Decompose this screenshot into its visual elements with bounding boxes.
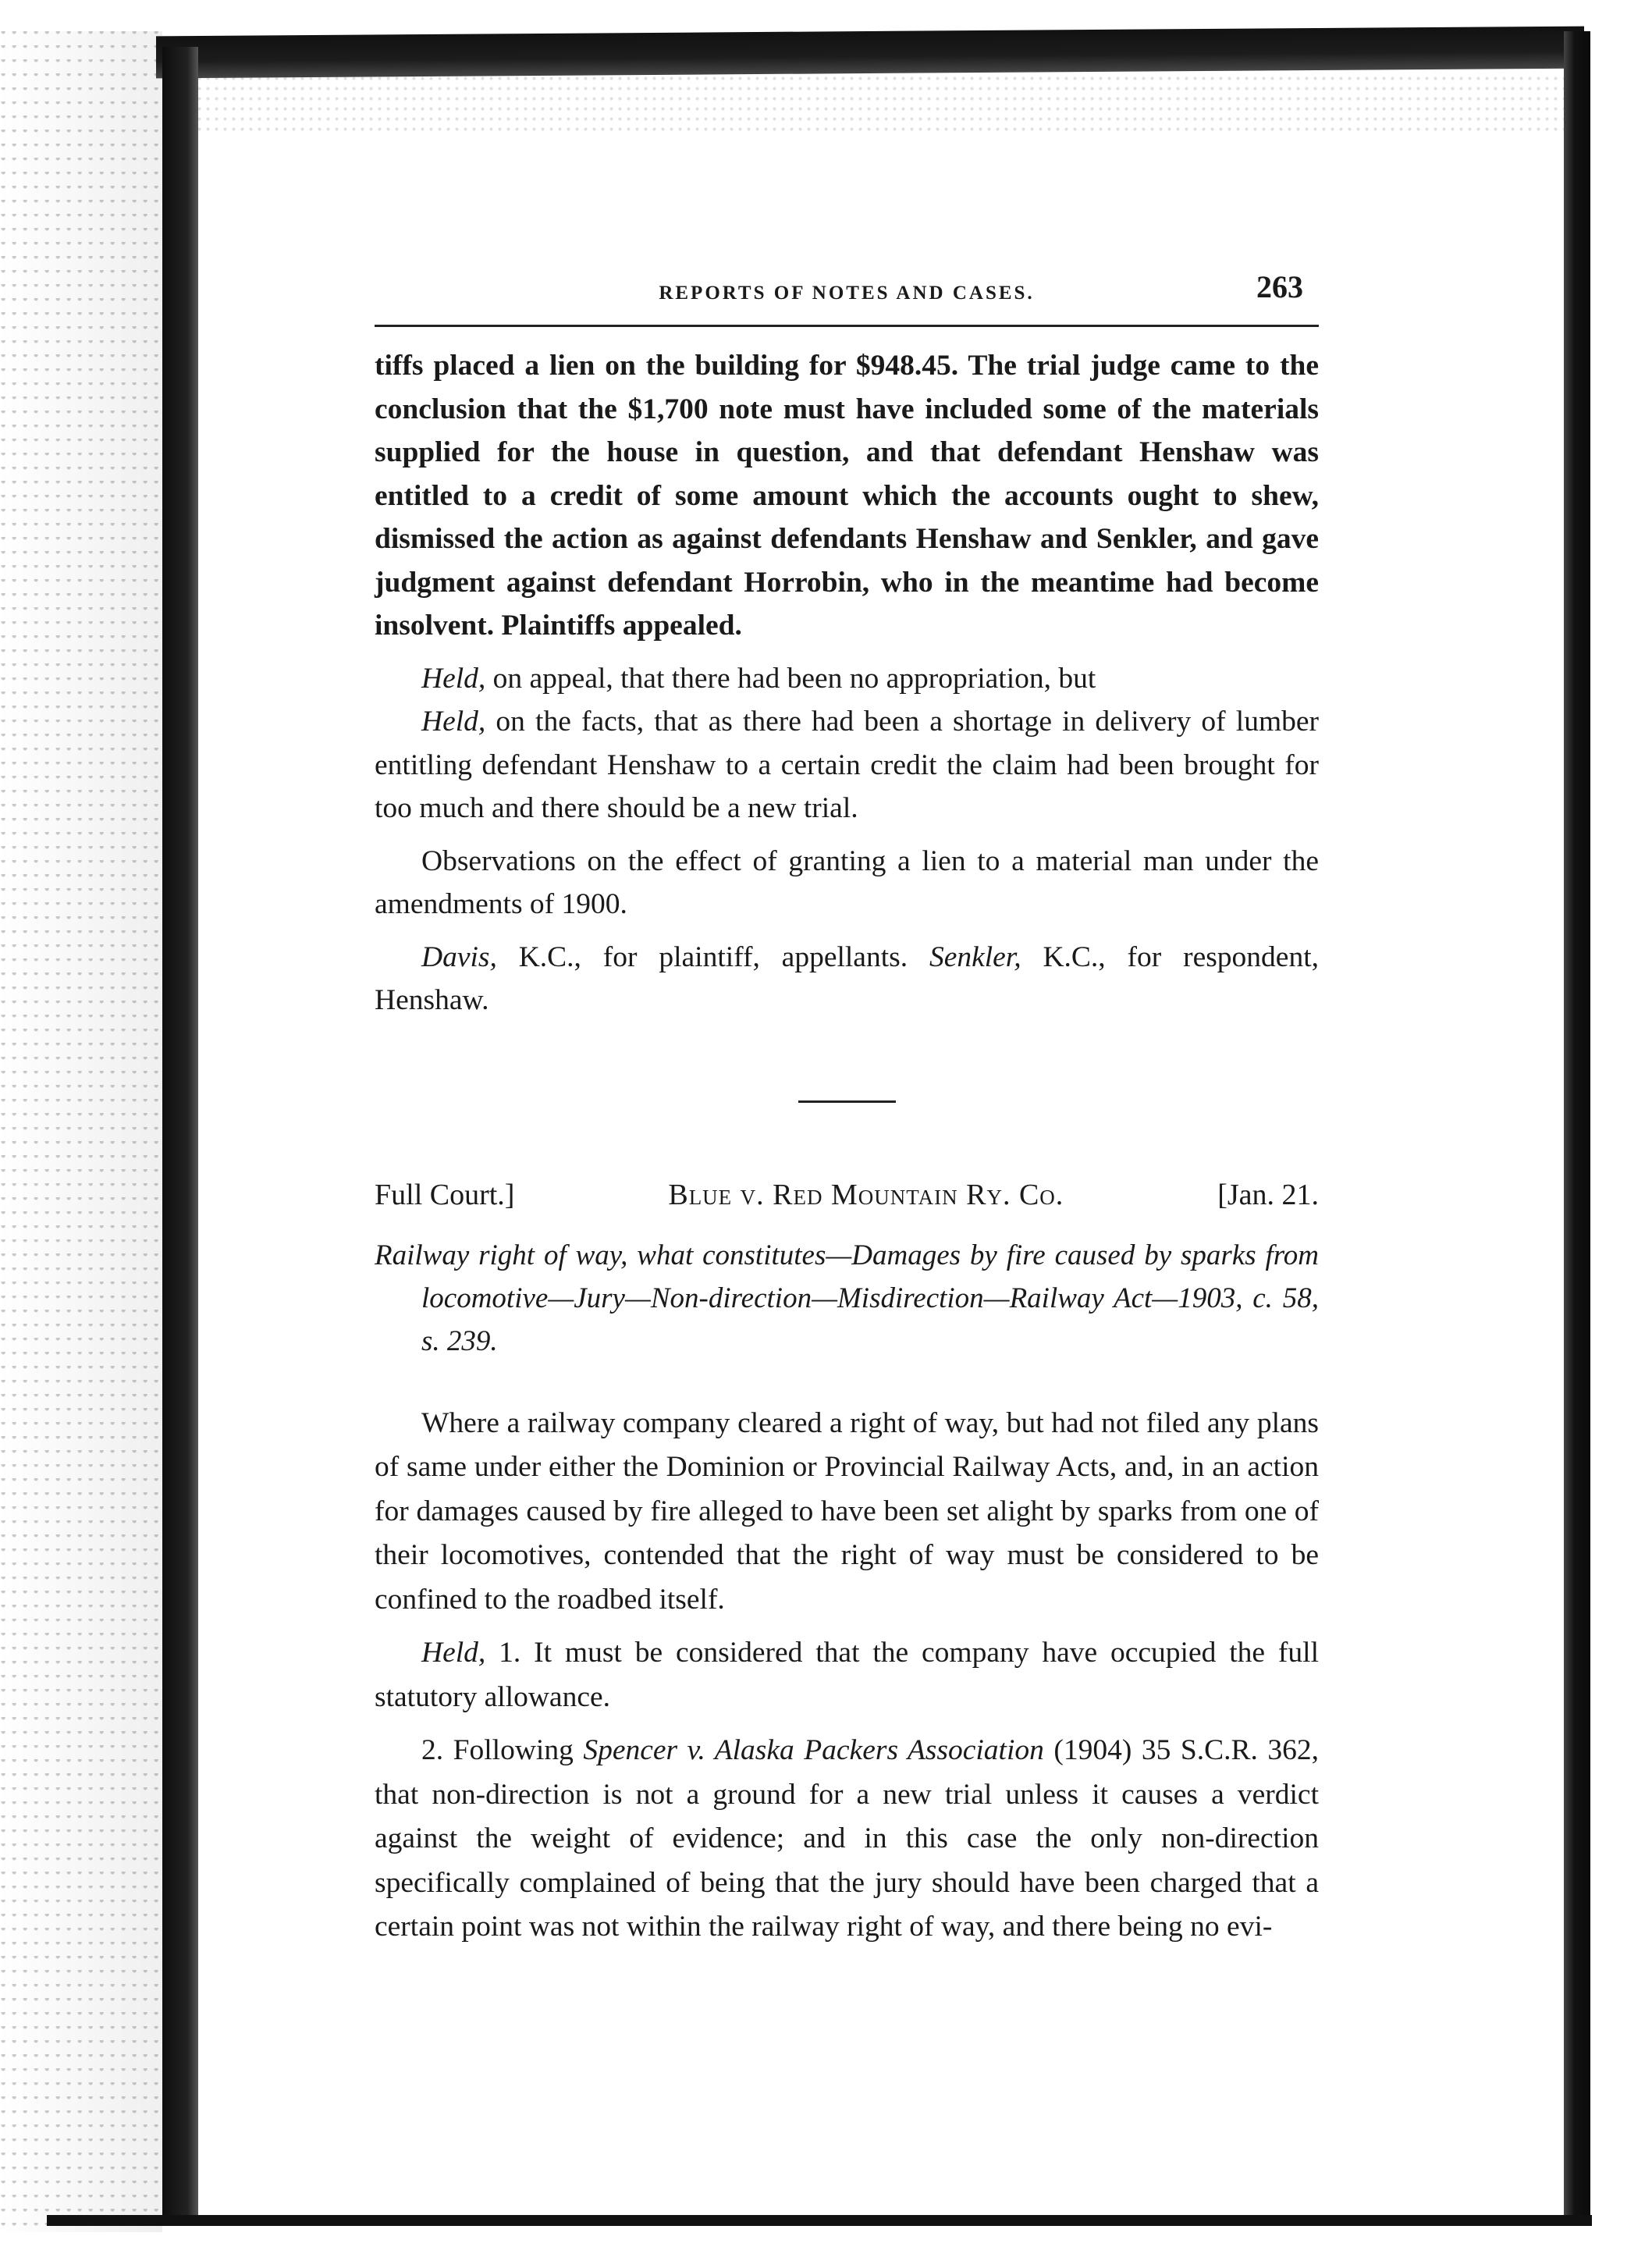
paragraph: Held, on the facts, that as there had been a shortage in delivery of lumber entitling defendant Henshaw to a certain credit the claim had been brought for too much and there should be a new trial. <box>375 706 1319 824</box>
case-date: [Jan. 21. <box>1217 1178 1319 1211</box>
scan-noise-top <box>195 73 1569 136</box>
scan-border-top <box>156 27 1584 79</box>
paragraph: Held, on appeal, that there had been no appropriation, but <box>421 662 1096 695</box>
held-label: Held, <box>421 662 486 695</box>
court-label: Full Court.] <box>375 1178 515 1211</box>
header-rule <box>375 325 1319 327</box>
running-title: REPORTS OF NOTES AND CASES. <box>659 283 1035 304</box>
document-page <box>375 265 1319 1950</box>
section-divider <box>798 1100 896 1103</box>
scan-border-bottom <box>47 2215 1592 2226</box>
counsel-line: Davis, K.C., for plaintiff, appellants. Senkler, K.C., for respondent, Henshaw. <box>375 940 1319 1016</box>
running-head <box>375 265 1319 320</box>
page-number: 263 <box>1256 269 1303 304</box>
paragraph: 2. Following Spencer v. Alaska Packers Association (1904) 35 S.C.R. 362, that non-direction is not a ground for a new trial unless it causes a verdict against the weight of evidence; and in this case the only non-direction specifically complained of being that the jury should have been charged that a certain point was not within the railway right of way, and there being no evi- <box>375 1734 1320 1943</box>
held-label: Held, <box>421 1637 486 1669</box>
paragraph: Observations on the effect of granting a lien to a material man under the amendments of 1900. <box>375 844 1319 920</box>
scan-border-right <box>1564 31 1590 2217</box>
paragraph: Held, 1. It must be considered that the company have occupied the full statutory allowance. <box>375 1637 1319 1713</box>
second-case-body <box>375 1402 1319 1950</box>
case-citation: Spencer v. Alaska Packers Association <box>583 1734 1044 1766</box>
scan-border-left <box>162 47 198 2217</box>
paragraph: tiffs placed a lien on the building for $948.45. The trial judge came to the conclusion that the $1,700 note must have included some of the materials supplied for the house in question, and that defendant Henshaw was entitled to a credit of some amount which the accounts ought to shew, dismissed the action as against defendants Henshaw and Senkler, and gave judgment against defendant Horrobin, who in the meantime had become insolvent. Plaintiffs appealed. <box>375 350 1319 642</box>
counsel-name: Senkler, <box>929 940 1021 973</box>
counsel-name: Davis, <box>421 940 497 973</box>
headnote: Railway right of way, what constitutes—Damages by fire caused by sparks from locomotive—Jury—Non-direction—Misdirection—Railway Act—1903, c. 58, s. 239. <box>375 1239 1319 1357</box>
first-case-body <box>375 344 1319 1022</box>
paragraph: Where a railway company cleared a right of way, but had not filed any plans of same under either the Dominion or Provincial Railway Acts, and, in an action for damages caused by fire alleged to have been set alight by sparks from one of their locomotives, contended that the right of way must be considered to be confined to the roadbed itself. <box>375 1406 1319 1616</box>
held-label: Held, <box>421 706 486 738</box>
case-title: Blue v. Red Mountain Ry. Co. <box>668 1178 1064 1211</box>
scan-noise-left <box>0 31 162 2232</box>
case-heading <box>375 1173 1319 1217</box>
